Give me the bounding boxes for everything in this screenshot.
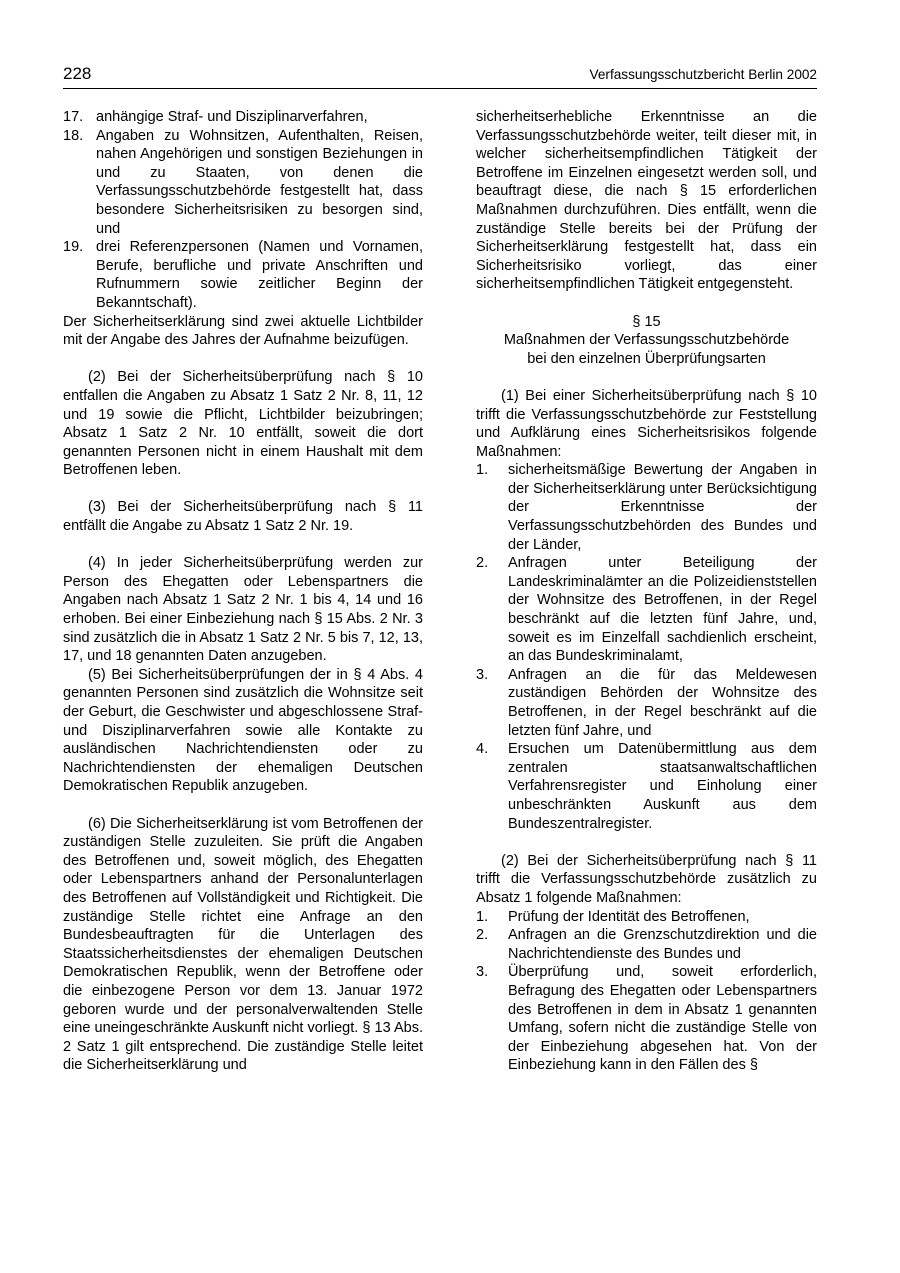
list-item [63, 127, 423, 239]
list-item-text: anhängige Straf- und Disziplinarverfahren, [96, 109, 368, 125]
list-item-text: drei Referenzpersonen (Namen und Vornamen, Berufe, berufliche und private Anschriften und Rufnummern sowie zeitlicher Beginn der Bekanntschaft). [96, 239, 423, 311]
list-item-text: Anfragen an die für das Meldewesen zuständigen Behörden der Wohnsitze des Betroffenen, in der Regel beschränkt auf die letzten fünf Jahre, und [508, 666, 817, 739]
list-item [476, 554, 817, 666]
paragraph-2: (2) Bei der Sicherheitsüberprüfung nach § 10 entfallen die Angaben zu Absatz 1 Satz 2 Nr. 8, 11, 12 und 19 sowie die Pflicht, Lichtbilder beizubringen; Absatz 1 Satz 2 Nr. 10 entfällt, soweit die dort genannten Personen nicht in einem Haushalt mit dem Betroffenen leben. [63, 369, 423, 479]
list-item-number: 4. [476, 741, 489, 758]
paragraph-15-1: (1) Bei einer Sicherheitsüberprüfung nach § 10 trifft die Verfassungsschutzbehörde zur Feststellung und Aufklärung eines Sicherheitsrisikos folgende Maßnahmen: [476, 387, 817, 460]
list-item-number: 1. [476, 908, 489, 925]
list-item-number: 18. [63, 127, 84, 144]
list-item [476, 666, 817, 740]
list-item-number: 19. [63, 239, 84, 256]
list-item-text: Angaben zu Wohnsitzen, Aufenthalten, Reisen, nahen Angehörigen und sonstigen Beziehungen in und zu Staaten, von denen die Verfassungsschutzbehörde festgestellt hat, dass besondere Sicherheitsrisiken zu besorgen sind, und [96, 127, 423, 237]
list-item [476, 461, 817, 554]
list-item-number: 2. [476, 555, 489, 572]
section-number: § 15 [632, 313, 661, 330]
list-item-number: 17. [63, 109, 84, 125]
left-column [63, 108, 423, 1075]
list-item [476, 740, 817, 833]
running-title: Verfassungsschutzbericht Berlin 2002 [589, 67, 817, 82]
list-item-number: 1. [476, 462, 489, 479]
list-item-text: Anfragen an die Grenzschutzdirektion und die Nachrichtendienste des Bundes und [508, 927, 817, 962]
list-item-number: 3. [476, 964, 489, 981]
list-item [63, 108, 423, 127]
paragraph-3: (3) Bei der Sicherheitsüberprüfung nach § 11 entfällt die Angabe zu Absatz 1 Satz 2 Nr. 19. [63, 499, 423, 535]
section-title-line-1: Maßnahmen der Verfassungsschutzbehörde [503, 332, 790, 349]
paragraph-5: (5) Bei Sicherheitsüberprüfungen der in § 4 Abs. 4 genannten Personen sind zusätzlich die Wohnsitze seit der Geburt, die Geschwister und abgeschlossene Straf- und Disziplinarverfahren sowie alle Kontakte zu ausländischen Nachrichtendiensten oder zu Nachrichtendiensten der ehemaligen Deutschen Demokratischen Republik anzugeben. [63, 666, 423, 795]
paragraph-4: (4) In jeder Sicherheitsüberprüfung werden zur Person des Ehegatten oder Lebenspartners die Angaben nach Absatz 1 Satz 2 Nr. 1 bis 4, 14 und 16 erhoben. Bei einer Einbeziehung nach § 15 Abs. 2 Nr. 3 sind zusätzlich die in Absatz 1 Satz 2 Nr. 5 bis 7, 12, 13, 17, und 18 genannten Daten anzugeben. [63, 555, 423, 665]
list-item-number: 3. [476, 666, 489, 683]
list-item-text: sicherheitsmäßige Bewertung der Angaben in der Sicherheitserklärung unter Berücksichtigung der Erkenntnisse der Verfassungsschutzbehörden des Bundes und der Länder, [508, 462, 817, 553]
list-item [476, 963, 817, 1075]
list-item-text: Prüfung der Identität des Betroffenen, [508, 908, 750, 925]
page-header [63, 64, 817, 89]
list-item [476, 926, 817, 963]
paragraph-6: (6) Die Sicherheitserklärung ist vom Betroffenen der zuständigen Stelle zuzuleiten. Sie prüft die Angaben des Betroffenen und, soweit möglich, des Ehegatten oder Lebenspartners anhand der Personalunterlagen des Betroffenen auf Vollständigkeit und Richtigkeit. Die zuständige Stelle richtet eine Anfrage an den Bundesbeauftragten für die Unterlagen des Staatssicherheitsdienstes der ehemaligen Deutschen Demokratischen Republik, wenn der Betroffene oder die einbezogene Person vor dem 13. Januar 1972 geboren wurde und der personalverwaltenden Stelle eine uneingeschränkte Auskunft nicht vorliegt. § 13 Abs. 2 Satz 1 gilt entsprechend. Die zuständige Stelle leitet die Sicherheitserklärung und [63, 815, 423, 1074]
page-number: 228 [63, 64, 92, 83]
list-item-text: Überprüfung und, soweit erforderlich, Befragung des Ehegatten oder Lebenspartners des Betroffenen in dem in Absatz 1 genannten Umfang, sofern nicht die zuständige Stelle von der Einbeziehung abgesehen hat. Von der Einbeziehung kann in den Fällen des § [508, 964, 817, 1074]
section-title-line-2: bei den einzelnen Überprüfungsarten [527, 350, 766, 367]
right-column [476, 108, 817, 1075]
list-item-text: Ersuchen um Datenübermittlung aus dem zentralen staatsanwaltschaftlichen Verfahrensregister und Einholung einer unbeschränkten Auskunft aus dem Bundeszentralregister. [508, 741, 817, 832]
list-item-number: 2. [476, 927, 489, 944]
list-item [476, 908, 817, 927]
paragraph-continuation: sicherheitserhebliche Erkenntnisse an die Verfassungsschutzbehörde weiter, teilt dieser mit, in welcher sicherheitsempfindlichen Tätigkeit der Betroffene im Einzelnen eingesetzt werden soll, und beauftragt diese, die nach § 15 erforderlichen Maßnahmen durchzuführen. Dies entfällt, wenn die zuständige Stelle bereits bei der Prüfung der Sicherheitserklärung festgestellt hat, dass ein Sicherheitsrisiko vorliegt, das einer sicherheitsempfindlichen Tätigkeit entgegensteht. [476, 109, 817, 293]
paragraph-15-2: (2) Bei der Sicherheitsüberprüfung nach § 11 trifft die Verfassungsschutzbehörde zusätzlich zu Absatz 1 folgende Maßnahmen: [476, 852, 817, 906]
list-item-text: Anfragen unter Beteiligung der Landeskriminalämter an die Polizeidienststellen der Wohnsitze des Betroffenen, in der Regel beschränkt auf die letzten fünf Jahre, und, soweit es im Einzelfall sachdienlich erscheint, an das Bundeskriminalamt, [508, 555, 817, 665]
paragraph-lichtbilder: Der Sicherheitserklärung sind zwei aktuelle Lichtbilder mit der Angabe des Jahres der Aufnahme beizufügen. [63, 313, 423, 349]
list-item [63, 238, 423, 312]
